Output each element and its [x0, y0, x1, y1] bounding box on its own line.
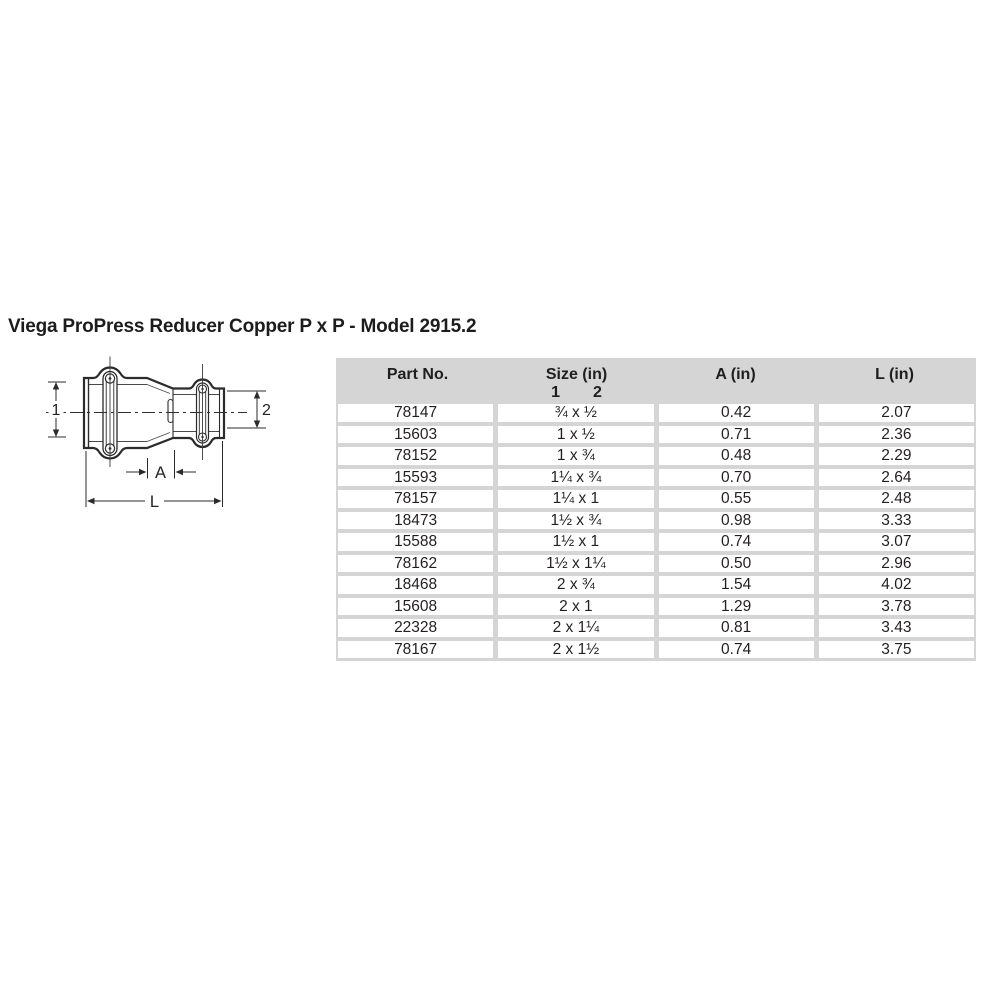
cell-size: 1¼ x 1	[498, 490, 653, 508]
table-row	[338, 469, 974, 487]
cell-size: 2 x 1½	[498, 641, 653, 659]
cell-l: 2.29	[819, 447, 974, 465]
cell-size: 1½ x 1¼	[498, 555, 653, 573]
cell-size: ¾ x ½	[498, 404, 653, 422]
table-row	[338, 576, 974, 594]
cell-part-no: 22328	[338, 619, 493, 637]
cell-l: 3.33	[819, 512, 974, 530]
cell-a: 1.29	[659, 598, 814, 616]
cell-size: 1½ x ¾	[498, 512, 653, 530]
table-row	[338, 533, 974, 551]
header-l-in: L (in)	[875, 366, 914, 383]
cell-part-no: 78167	[338, 641, 493, 659]
cell-a: 0.70	[659, 469, 814, 487]
table-row	[338, 641, 974, 659]
table-row	[338, 598, 974, 616]
dim-label-2: 2	[262, 402, 271, 419]
cell-l: 2.36	[819, 426, 974, 444]
header-part-no: Part No.	[386, 366, 449, 383]
table-row	[338, 490, 974, 508]
table-row	[338, 619, 974, 637]
spec-table	[336, 358, 976, 661]
table-row	[338, 555, 974, 573]
cell-part-no: 78147	[338, 404, 493, 422]
cell-part-no: 15603	[338, 426, 493, 444]
cell-l: 3.43	[819, 619, 974, 637]
cell-a: 0.42	[659, 404, 814, 422]
table-header-row	[338, 359, 974, 402]
cell-l: 3.07	[819, 533, 974, 551]
cell-a: 0.71	[659, 426, 814, 444]
header-a-in: A (in)	[715, 366, 756, 383]
dim-label-1: 1	[51, 402, 61, 419]
header-size-1: 1	[551, 384, 560, 401]
internal-stop-slot	[168, 400, 173, 423]
cell-l: 2.96	[819, 555, 974, 573]
cell-size: 1 x ¾	[498, 447, 653, 465]
cell-a: 0.74	[659, 533, 814, 551]
header-size-2: 2	[593, 384, 602, 401]
cell-part-no: 18468	[338, 576, 493, 594]
page-title: Viega ProPress Reducer Copper P x P - Model 2915.2	[8, 316, 477, 337]
cell-a: 0.48	[659, 447, 814, 465]
cell-a: 0.81	[659, 619, 814, 637]
cell-a: 0.98	[659, 512, 814, 530]
table-rows	[338, 404, 974, 658]
cell-size: 2 x ¾	[498, 576, 653, 594]
table-row	[338, 447, 974, 465]
cell-part-no: 15608	[338, 598, 493, 616]
header-size	[497, 359, 656, 402]
dim-label-a: A	[154, 464, 167, 482]
cell-part-no: 78152	[338, 447, 493, 465]
header-size-label: Size (in)	[545, 366, 608, 383]
cell-l: 3.75	[819, 641, 974, 659]
dim-label-l: L	[149, 493, 160, 511]
cell-l: 3.78	[819, 598, 974, 616]
cell-size: 2 x 1	[498, 598, 653, 616]
cell-size: 1½ x 1	[498, 533, 653, 551]
cell-l: 2.64	[819, 469, 974, 487]
table-row	[338, 404, 974, 422]
reducer-technical-drawing	[40, 350, 280, 514]
table-row	[338, 426, 974, 444]
cell-a: 0.55	[659, 490, 814, 508]
cell-part-no: 78162	[338, 555, 493, 573]
cell-l: 2.48	[819, 490, 974, 508]
cell-size: 2 x 1¼	[498, 619, 653, 637]
header-size-sublabels	[497, 384, 656, 401]
cell-part-no: 15588	[338, 533, 493, 551]
cell-a: 0.74	[659, 641, 814, 659]
cell-l: 4.02	[819, 576, 974, 594]
cell-size: 1 x ½	[498, 426, 653, 444]
cell-a: 0.50	[659, 555, 814, 573]
cell-part-no: 18473	[338, 512, 493, 530]
dimension-2	[227, 391, 266, 428]
cell-part-no: 78157	[338, 490, 493, 508]
cell-l: 2.07	[819, 404, 974, 422]
table-row	[338, 512, 974, 530]
cell-a: 1.54	[659, 576, 814, 594]
cell-part-no: 15593	[338, 469, 493, 487]
cell-size: 1¼ x ¾	[498, 469, 653, 487]
